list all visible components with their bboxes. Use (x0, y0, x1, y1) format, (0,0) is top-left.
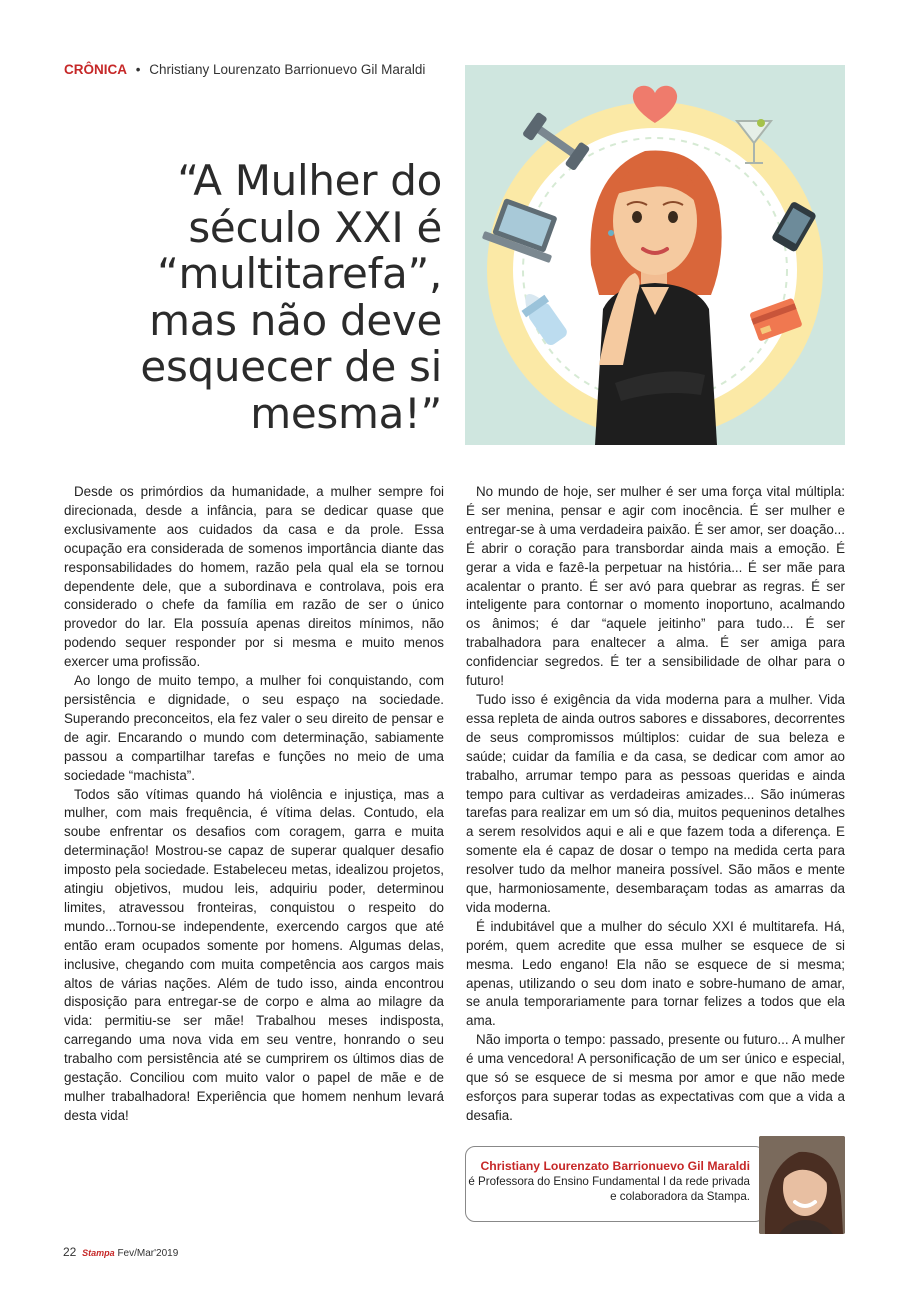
article-paragraph: É indubitável que a mulher do século XXI é multitarefa. Há, porém, quem acredite que essa mulher se esquece de si mesma. Ledo engano! Ela não se esquece de si mesma; apenas, utilizando o seu dom inato e sobre-humano de amar, se anula temporariamente para tornar felizes a todos que ela ama. (466, 918, 845, 1029)
multitasking-woman-illustration (465, 65, 845, 445)
bio-line: e colaboradora da Stampa. (610, 1190, 750, 1203)
bio-author-name: Christiany Lourenzato Barrionuevo Gil Maraldi (480, 1159, 750, 1173)
separator-bullet: • (135, 62, 141, 77)
article-paragraph: Todos são vítimas quando há violência e injustiça, mas a mulher, com mais frequência, é vítima delas. Contudo, ela soube enfrentar os desafios com coragem, garra e muita determinação! Mostrou-se capaz de superar qualquer desafio imposto pela sociedade. Estabeleceu metas, idealizou projetos, atingiu objetivos, mudou leis, adquiriu poder, determinou limites, atravessou fronteiras, conquistou o respeito do mundo...Tornou-se independente, exercendo cargos que até então eram ocupados somente por homens. Algumas delas, inclusive, chegando com muita competência aos cargos mais altos de várias nações. Além de tudo isso, ainda encontrou disposição para entregar-se de corpo e alma ao milagre da vida: permitiu-se ser mãe! Trabalhou meses indisposta, carregando uma nova vida em seu ventre, honrando o seu trabalho com persistência até se cumprirem os últimos dias de gestação. Conciliou com muito valor o papel de mãe e de mulher trabalhadora! Experiência que homem nenhum levará desta vida! (64, 786, 444, 1123)
bio-line: é Professora do Ensino Fundamental I da rede privada (468, 1175, 750, 1188)
issue-date: Fev/Mar'2019 (117, 1248, 179, 1259)
article-paragraph: No mundo de hoje, ser mulher é ser uma força vital múltipla: É ser menina, pensar e agir com inocência. É ser mulher e entregar-se à uma verdadeira paixão. É ser amor, ser doação... É abrir o coração para transbordar ainda mais a emoção. É gerar a vida e fazê-la perpetuar na história... É ser mãe para acalentar o pranto. É ser avó para quebrar as regras. É ser inteligente para contornar o momento inoportuno, acalmando os ânimos; é dar “aquele jeitinho” para tudo... É ser trabalhadora para enaltecer a alma. É ser amiga para confidenciar segredos. É ter a sensibilidade de olhar para o futuro! (466, 484, 845, 689)
article-column-left (64, 483, 444, 1126)
page-footer (63, 1245, 178, 1259)
section-header (64, 62, 425, 77)
header-author: Christiany Lourenzato Barrionuevo Gil Maraldi (149, 62, 426, 77)
magazine-brand: Stampa (82, 1248, 115, 1258)
article-column-right (466, 483, 845, 1126)
article-paragraph: Ao longo de muito tempo, a mulher foi conquistando, com persistência e dignidade, o seu espaço na sociedade. Superando preconceitos, ela fez valer o seu direito de pensar e de agir. Encarando o mundo com determinação, sabiamente passou a compartilhar tarefas e funções no meio de uma sociedade “machista”. (64, 673, 444, 783)
author-bio-box (465, 1146, 765, 1222)
page-number: 22 (63, 1245, 77, 1259)
author-photo (759, 1136, 845, 1234)
section-label: CRÔNICA (64, 62, 127, 77)
pull-quote: “A Mulher do século XXI é “multitarefa”, mas não deve esquecer de si mesma!” (140, 156, 442, 438)
article-paragraph: Não importa o tempo: passado, presente ou futuro... A mulher é uma vencedora! A personificação de um ser único e especial, que só se esquece de si mesma por amor e que não mede esforços para superar todas as expectativas com que a vida a desafia. (466, 1032, 845, 1123)
article-paragraph: Desde os primórdios da humanidade, a mulher sempre foi direcionada, desde a infância, para se dedicar quase que exclusivamente aos cuidados da casa e da prole. Essa ocupação era considerada de somenos importância diante das responsabilidades do homem, razão pela qual ela se tornou dependente dele, que a subordinava e controlava, pois era considerado o chefe da família em razão de ser o único provedor do lar. Ela possuía apenas direitos mínimos, não podendo sequer responder por si mesma e muito menos exercer uma profissão. (64, 484, 444, 670)
article-paragraph: Tudo isso é exigência da vida moderna para a mulher. Vida essa repleta de ainda outros sabores e dissabores, decorrentes de seus compromissos múltiplos: cuidar de sua beleza e saúde; cuidar da família e da casa, se dedicar com amor ao trabalho, arrumar tempo para as pessoas queridas e ainda tempo para cultivar as verdadeiras amizades... São inúmeras tarefas para realizar em um só dia, muitos pequeninos detalhes a serem resolvidos aqui e ali e que fazem toda a diferença. E somente ela é capaz de dosar o tempo na medida certa para resolver tudo da melhor maneira possível. São mãos e mente que, harmoniosamente, desembaraçam todas as amarras da vida moderna. (466, 691, 845, 915)
